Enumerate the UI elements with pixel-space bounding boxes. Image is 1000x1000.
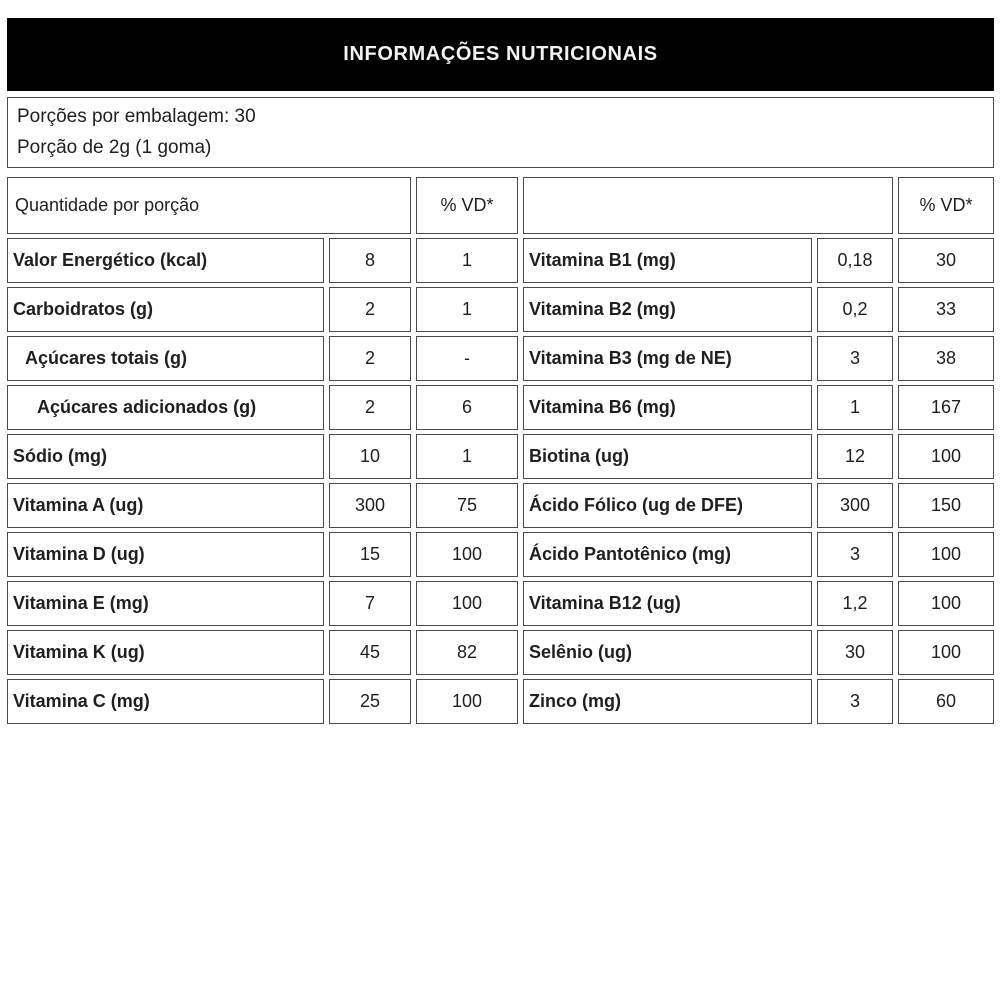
nutrient-label-cell: Vitamina A (ug): [7, 483, 324, 528]
daily-value-cell: 100: [416, 679, 518, 724]
amount-cell: 15: [329, 532, 411, 577]
title-bar: [7, 18, 994, 91]
amount-cell: 2: [329, 336, 411, 381]
amount-cell: 0,18: [817, 238, 893, 283]
nutrient-label-cell: Ácido Fólico (ug de DFE): [523, 483, 812, 528]
amount-cell: 0,2: [817, 287, 893, 332]
nutrient-label-cell: Vitamina B12 (ug): [523, 581, 812, 626]
nutrient-label-cell: Vitamina K (ug): [7, 630, 324, 675]
daily-value-cell: 38: [898, 336, 994, 381]
daily-value-cell: 1: [416, 287, 518, 332]
nutrient-label-cell: Vitamina B2 (mg): [523, 287, 812, 332]
nutrient-label-cell: Vitamina B1 (mg): [523, 238, 812, 283]
nutrient-label-cell: Sódio (mg): [7, 434, 324, 479]
amount-cell: 30: [817, 630, 893, 675]
daily-value-cell: 100: [898, 630, 994, 675]
nutrient-label-cell: Vitamina B6 (mg): [523, 385, 812, 430]
amount-cell: 10: [329, 434, 411, 479]
nutrient-label-cell: Valor Energético (kcal): [7, 238, 324, 283]
nutrient-label-cell: Vitamina E (mg): [7, 581, 324, 626]
column-header-quantity: Quantidade por porção: [7, 177, 411, 234]
nutrition-grid: [7, 177, 994, 724]
daily-value-cell: 100: [898, 581, 994, 626]
label-content: [7, 18, 994, 724]
daily-value-cell: 1: [416, 238, 518, 283]
amount-cell: 2: [329, 385, 411, 430]
daily-value-cell: 33: [898, 287, 994, 332]
amount-cell: 3: [817, 532, 893, 577]
page-title: INFORMAÇÕES NUTRICIONAIS: [343, 43, 658, 65]
daily-value-cell: 150: [898, 483, 994, 528]
column-header-vd-right: % VD*: [898, 177, 994, 234]
daily-value-cell: 30: [898, 238, 994, 283]
daily-value-cell: 100: [898, 532, 994, 577]
daily-value-cell: 100: [898, 434, 994, 479]
amount-cell: 45: [329, 630, 411, 675]
amount-cell: 3: [817, 679, 893, 724]
amount-cell: 12: [817, 434, 893, 479]
column-header-empty: [523, 177, 893, 234]
nutrient-label-cell: Vitamina C (mg): [7, 679, 324, 724]
nutrient-label-cell: Vitamina D (ug): [7, 532, 324, 577]
daily-value-cell: 100: [416, 581, 518, 626]
column-header-vd-left: % VD*: [416, 177, 518, 234]
amount-cell: 3: [817, 336, 893, 381]
nutrient-label-cell: Carboidratos (g): [7, 287, 324, 332]
nutrient-label-cell: Zinco (mg): [523, 679, 812, 724]
nutrient-label-cell: Açúcares totais (g): [7, 336, 324, 381]
nutrient-label-cell: Vitamina B3 (mg de NE): [523, 336, 812, 381]
servings-per-package: Porções por embalagem: 30: [17, 106, 256, 127]
amount-cell: 8: [329, 238, 411, 283]
amount-cell: 300: [329, 483, 411, 528]
amount-cell: 25: [329, 679, 411, 724]
daily-value-cell: 60: [898, 679, 994, 724]
amount-cell: 7: [329, 581, 411, 626]
nutrient-label-cell: Biotina (ug): [523, 434, 812, 479]
amount-cell: 1,2: [817, 581, 893, 626]
serving-info-box: [7, 97, 994, 168]
nutrient-label-cell: Ácido Pantotênico (mg): [523, 532, 812, 577]
serving-size: Porção de 2g (1 goma): [17, 137, 212, 158]
nutrient-label-cell: Selênio (ug): [523, 630, 812, 675]
daily-value-cell: 75: [416, 483, 518, 528]
daily-value-cell: 82: [416, 630, 518, 675]
daily-value-cell: 6: [416, 385, 518, 430]
daily-value-cell: 167: [898, 385, 994, 430]
amount-cell: 300: [817, 483, 893, 528]
amount-cell: 2: [329, 287, 411, 332]
amount-cell: 1: [817, 385, 893, 430]
nutrient-label-cell: Açúcares adicionados (g): [7, 385, 324, 430]
daily-value-cell: 100: [416, 532, 518, 577]
daily-value-cell: -: [416, 336, 518, 381]
daily-value-cell: 1: [416, 434, 518, 479]
